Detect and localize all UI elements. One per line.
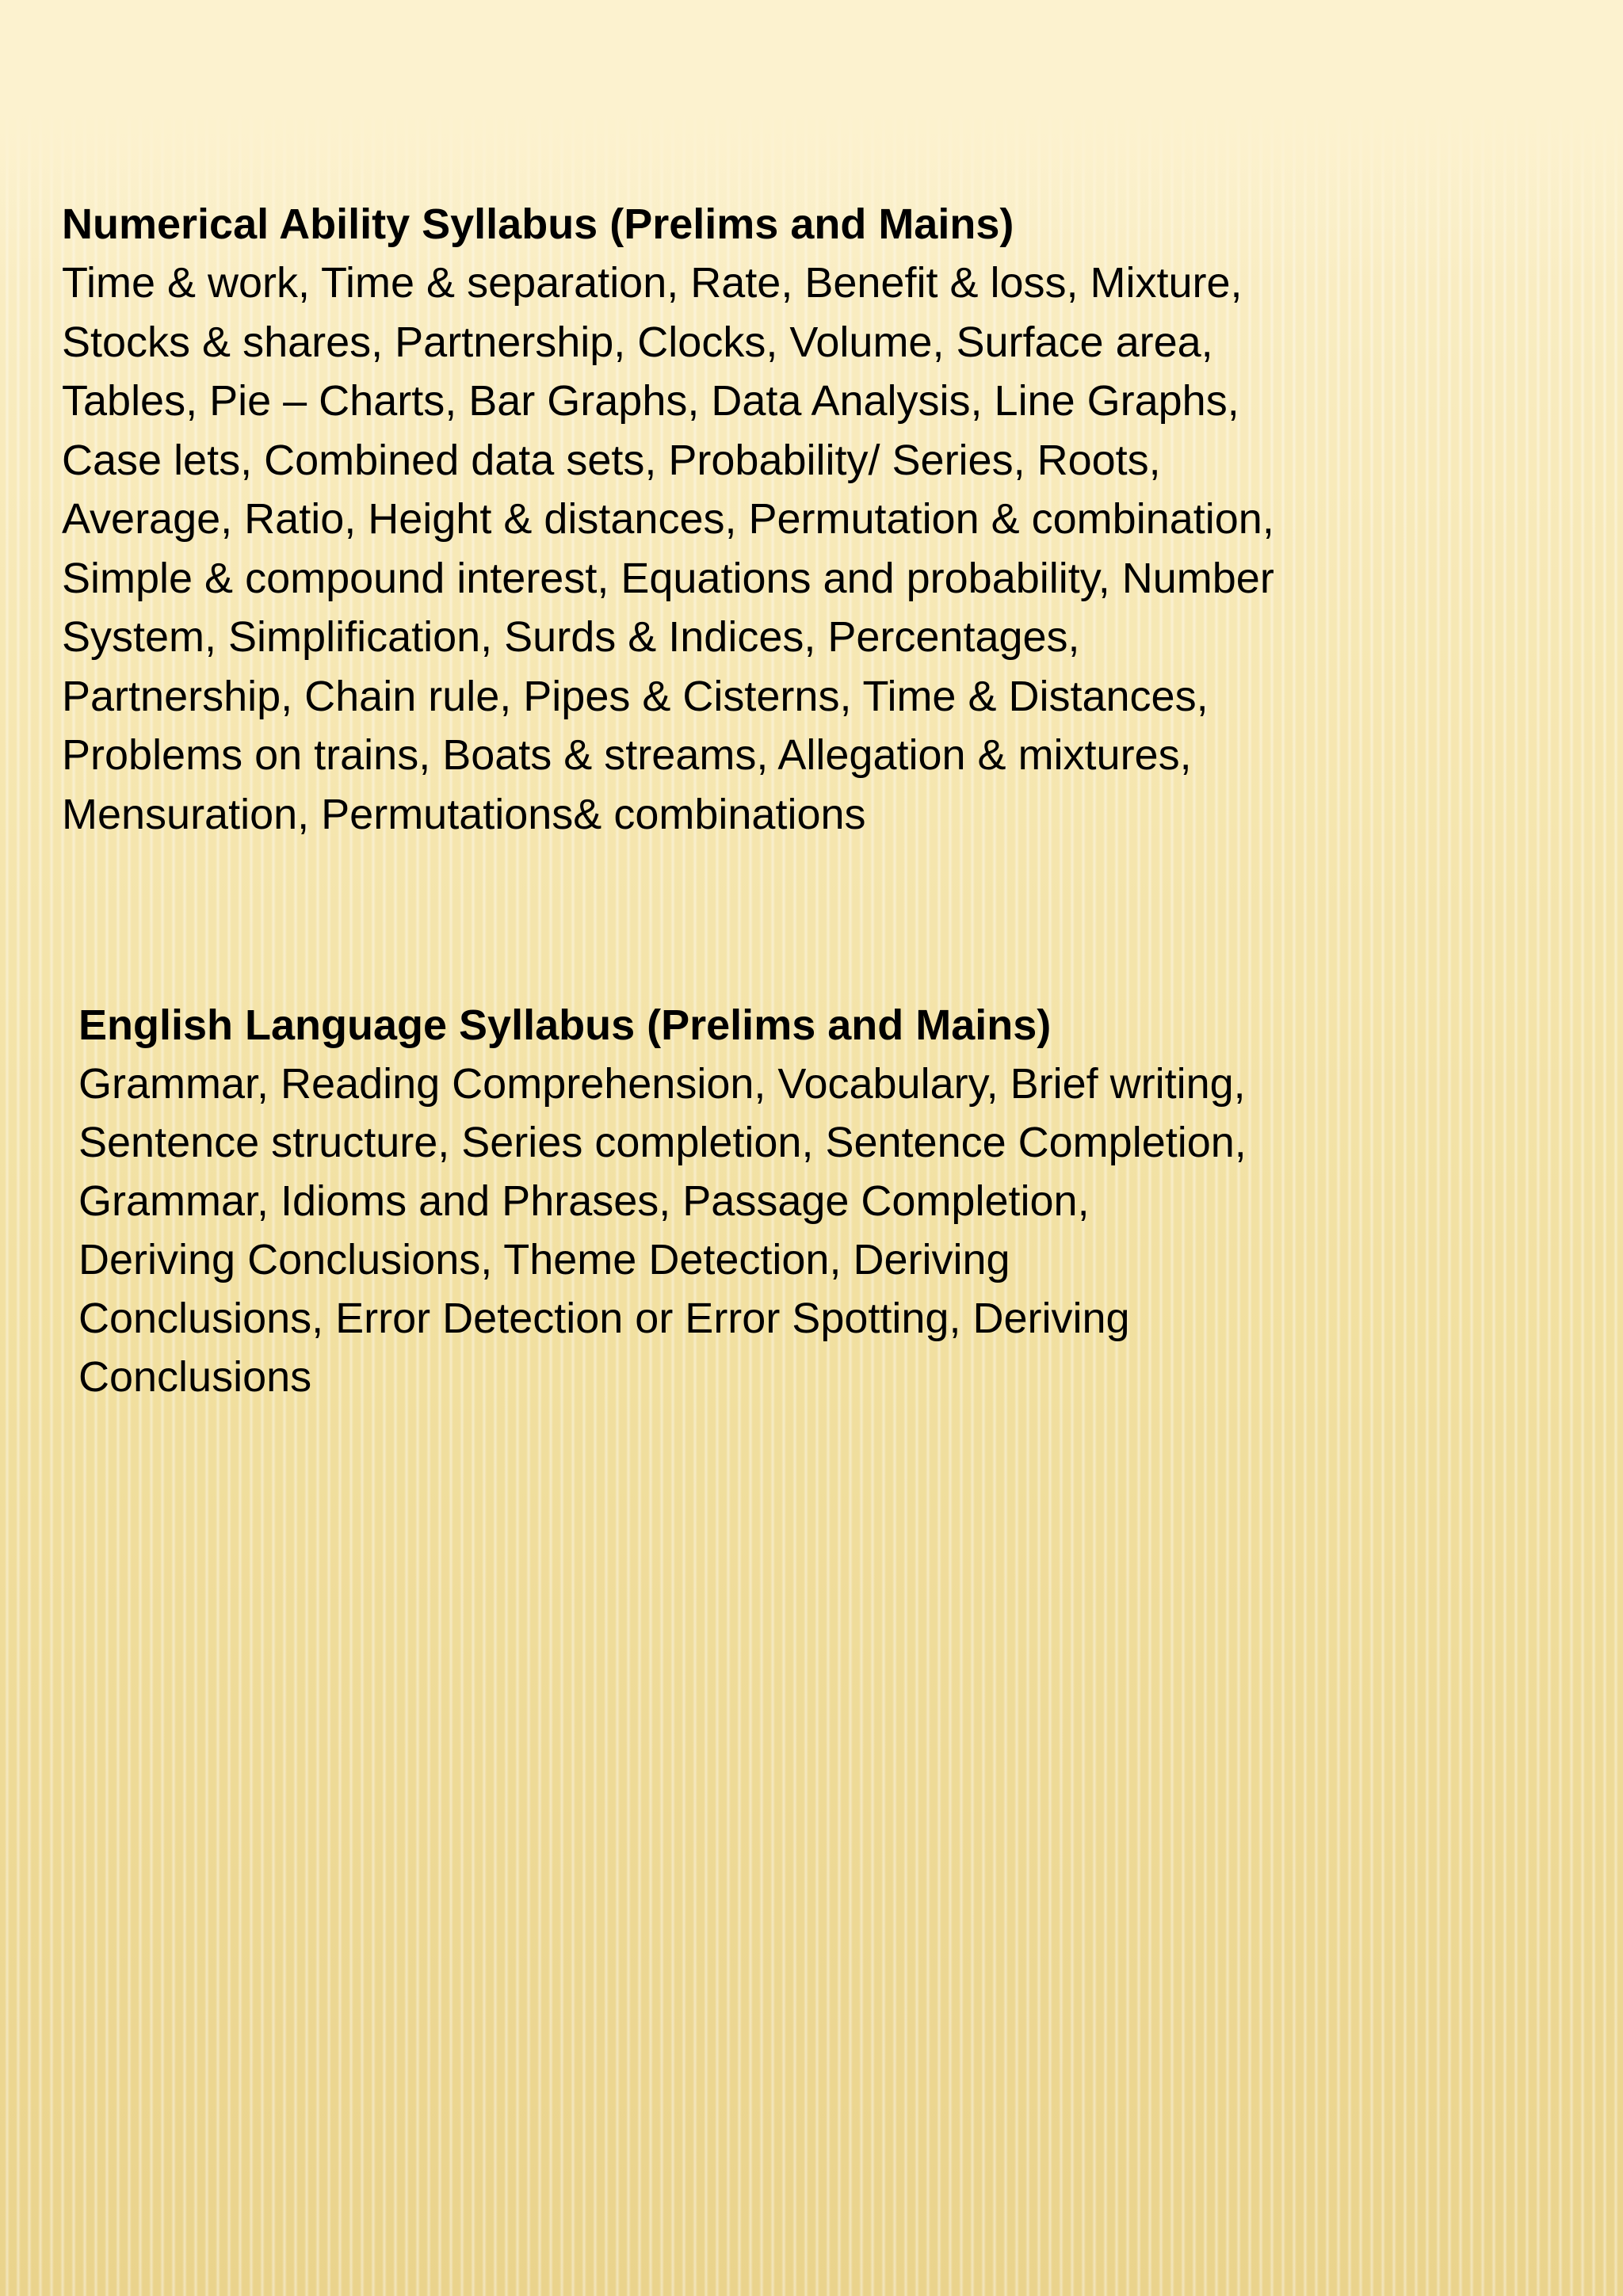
topic-line: Conclusions bbox=[78, 1353, 312, 1401]
topic-line: Case lets, Combined data sets, Probability/ Series, Roots, bbox=[62, 436, 1161, 484]
topic-line: Tables, Pie – Charts, Bar Graphs, Data Analysis, Line Graphs, bbox=[62, 377, 1239, 425]
topic-line: Problems on trains, Boats & streams, Allegation & mixtures, bbox=[62, 731, 1192, 779]
numerical-ability-topics bbox=[62, 254, 1568, 844]
topic-line: Grammar, Idioms and Phrases, Passage Completion, bbox=[78, 1177, 1090, 1225]
numerical-ability-section bbox=[62, 195, 1568, 844]
english-language-heading: English Language Syllabus (Prelims and Mains) bbox=[78, 1001, 1052, 1049]
topic-line: Sentence structure, Series completion, Sentence Completion, bbox=[78, 1119, 1247, 1166]
topic-line: Grammar, Reading Comprehension, Vocabulary, Brief writing, bbox=[78, 1060, 1246, 1108]
topic-line: Simple & compound interest, Equations and probability, Number bbox=[62, 554, 1274, 602]
topic-line: Deriving Conclusions, Theme Detection, Deriving bbox=[78, 1236, 1010, 1283]
topic-line: Average, Ratio, Height & distances, Permutation & combination, bbox=[62, 495, 1274, 543]
topic-line: Conclusions, Error Detection or Error Spotting, Deriving bbox=[78, 1295, 1130, 1342]
topic-line: System, Simplification, Surds & Indices, Percentages, bbox=[62, 613, 1080, 661]
english-language-topics bbox=[78, 1055, 1584, 1406]
topic-line: Mensuration, Permutations& combinations bbox=[62, 790, 866, 838]
topic-line: Stocks & shares, Partnership, Clocks, Volume, Surface area, bbox=[62, 318, 1213, 366]
topic-line: Time & work, Time & separation, Rate, Benefit & loss, Mixture, bbox=[62, 259, 1243, 307]
english-language-section bbox=[78, 996, 1584, 1406]
numerical-ability-heading: Numerical Ability Syllabus (Prelims and Mains) bbox=[62, 200, 1014, 248]
topic-line: Partnership, Chain rule, Pipes & Cisterns, Time & Distances, bbox=[62, 672, 1209, 720]
